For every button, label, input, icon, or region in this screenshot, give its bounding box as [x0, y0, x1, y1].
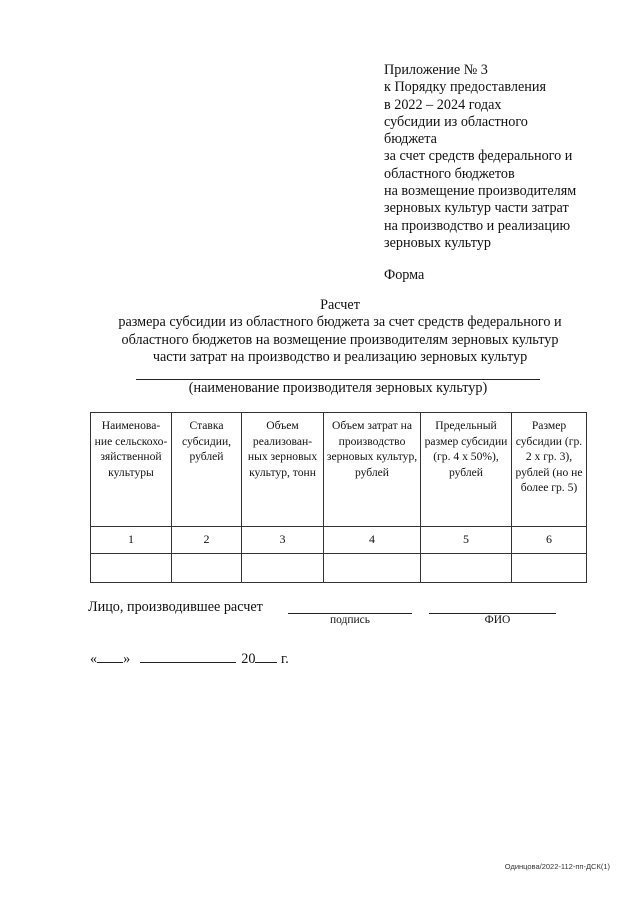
table-cell[interactable] — [242, 554, 324, 583]
date-line — [90, 649, 289, 668]
appendix-line: на производство и реализацию — [384, 217, 571, 234]
table-cell[interactable] — [512, 554, 587, 583]
title-line: Расчет — [320, 297, 360, 313]
title-line: областного бюджетов на возмещение производителям зерновых культур — [121, 331, 559, 348]
year-field[interactable] — [255, 649, 277, 663]
appendix-line: в 2022 – 2024 годах — [384, 96, 502, 113]
document-footer: Одинцова/2022-112-пп-ДСК(1) — [504, 862, 610, 871]
document-title — [60, 297, 620, 367]
table-header-cell: Размер субсидии (гр. 2 x гр. 3), рублей (но не более гр. 5) — [512, 413, 587, 527]
table-header-cell: Ставка субсидии, рублей — [172, 413, 242, 527]
appendix-line: бюджета — [384, 131, 437, 148]
column-number: 4 — [324, 527, 421, 554]
appendix-block — [384, 62, 624, 252]
table-cell[interactable] — [172, 554, 242, 583]
table-header-row — [91, 413, 587, 527]
table-cell[interactable] — [91, 554, 172, 583]
column-number: 5 — [421, 527, 512, 554]
appendix-line: к Порядку предоставления — [384, 79, 546, 96]
appendix-line: субсидии из областного — [384, 113, 528, 130]
table-cell[interactable] — [324, 554, 421, 583]
table-header-cell: Объем затрат на производство зерновых культур, рублей — [324, 413, 421, 527]
form-label: Форма — [384, 267, 425, 283]
producer-caption: (наименование производителя зерновых культур) — [188, 380, 488, 396]
month-field[interactable] — [140, 649, 236, 663]
close-quote: » — [123, 651, 131, 667]
appendix-line: зерновых культур части затрат — [384, 200, 569, 217]
appendix-line: за счет средств федерального и — [384, 148, 573, 165]
table-cell[interactable] — [421, 554, 512, 583]
full-name-caption: ФИО — [484, 614, 511, 626]
column-number: 3 — [242, 527, 324, 554]
table-number-row — [91, 527, 587, 554]
signature-label: Лицо, производившее расчет — [88, 599, 263, 615]
table-header-cell: Предельный размер субсидии (гр. 4 x 50%), рублей — [421, 413, 512, 527]
table-header-cell: Наименова-ние сельскохо-зяйственной культуры — [91, 413, 172, 527]
appendix-line: областного бюджетов — [384, 165, 515, 182]
appendix-line: Приложение № 3 — [384, 62, 488, 78]
year-suffix: г. — [281, 651, 289, 667]
title-line: части затрат на производство и реализацию зерновых культур — [152, 349, 528, 366]
open-quote: « — [90, 651, 98, 667]
column-number: 6 — [512, 527, 587, 554]
table-row — [91, 554, 587, 583]
column-number: 1 — [91, 527, 172, 554]
appendix-line: на возмещение производителям — [384, 183, 577, 200]
appendix-line: зерновых культур — [384, 234, 491, 251]
calculation-table — [90, 412, 587, 583]
signature-caption: подпись — [329, 614, 371, 626]
column-number: 2 — [172, 527, 242, 554]
table-header-cell: Объем реализован-ных зерновых культур, тонн — [242, 413, 324, 527]
title-line: размера субсидии из областного бюджета за счет средств федерального и — [118, 314, 562, 331]
day-field[interactable] — [97, 649, 123, 663]
year-prefix: 20 — [241, 651, 256, 667]
